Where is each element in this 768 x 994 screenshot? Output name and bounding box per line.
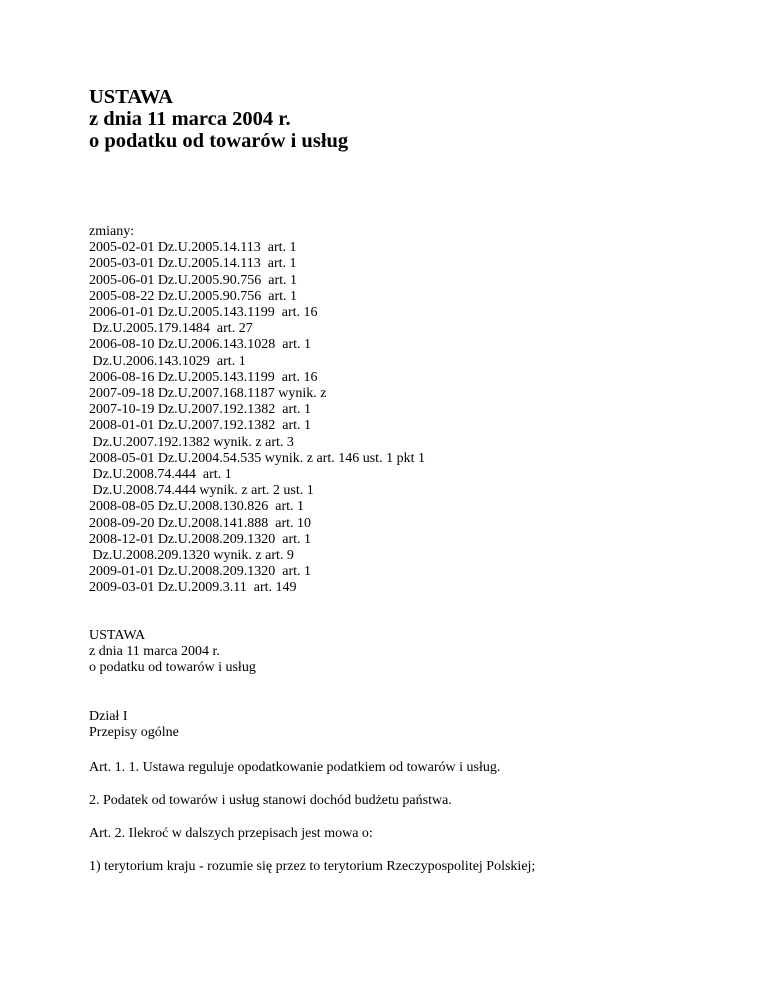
amendment-entry: 2007-10-19 Dz.U.2007.192.1382 art. 1 <box>89 402 312 418</box>
amendment-entry: Dz.U.2007.192.1382 wynik. z art. 3 <box>89 434 294 450</box>
amendment-entry: 2006-08-10 Dz.U.2006.143.1028 art. 1 <box>89 337 312 353</box>
document-heading <box>89 86 709 152</box>
heading-line-subject: o podatku od towarów i usług <box>89 130 349 152</box>
repeat-title-subject: o podatku od towarów i usług <box>89 660 256 676</box>
amendment-entry: Dz.U.2008.209.1320 wynik. z art. 9 <box>89 548 294 564</box>
amendment-entry: 2009-01-01 Dz.U.2008.209.1320 art. 1 <box>89 564 312 580</box>
amendment-entry: Dz.U.2008.74.444 art. 1 <box>89 467 232 483</box>
amendment-entry: 2008-08-05 Dz.U.2008.130.826 art. 1 <box>89 499 305 515</box>
amendment-entry: 2009-03-01 Dz.U.2009.3.11 art. 149 <box>89 580 297 596</box>
division-label: Dział I <box>89 709 128 724</box>
article-2-intro <box>89 826 729 842</box>
amendment-entry: 2008-05-01 Dz.U.2004.54.535 wynik. z art. 146 ust. 1 pkt 1 <box>89 450 425 466</box>
article-1-text: Art. 1. 1. Ustawa reguluje opodatkowanie podatkiem od towarów i usług. <box>89 760 501 775</box>
amendment-entry: Dz.U.2005.179.1484 art. 27 <box>89 321 253 337</box>
amendments-list <box>89 224 729 597</box>
amendment-entry: 2008-12-01 Dz.U.2008.209.1320 art. 1 <box>89 531 312 547</box>
article-2-item-1 <box>89 859 729 875</box>
article-2-text: Art. 2. Ilekroć w dalszych przepisach jest mowa o: <box>89 826 373 841</box>
amendment-entry: 2006-01-01 Dz.U.2005.143.1199 art. 16 <box>89 305 318 321</box>
amendment-entry: 2005-06-01 Dz.U.2005.90.756 art. 1 <box>89 272 298 288</box>
repeat-title-act: USTAWA <box>89 628 146 643</box>
article-1-paragraph-1 <box>89 760 729 776</box>
amendment-entry: 2006-08-16 Dz.U.2005.143.1199 art. 16 <box>89 369 318 385</box>
amendment-entry: Dz.U.2006.143.1029 art. 1 <box>89 353 246 369</box>
amendment-entry: 2007-09-18 Dz.U.2007.168.1187 wynik. z <box>89 386 327 402</box>
amendment-entry: 2008-09-20 Dz.U.2008.141.888 art. 10 <box>89 515 312 531</box>
heading-line-date: z dnia 11 marca 2004 r. <box>89 108 291 130</box>
article-1-paragraph-2 <box>89 793 729 809</box>
article-2-item-1-text: 1) terytorium kraju - rozumie się przez to terytorium Rzeczypospolitej Polskiej; <box>89 859 536 874</box>
amendments-label: zmiany: <box>89 224 135 239</box>
amendment-entry: 2005-08-22 Dz.U.2005.90.756 art. 1 <box>89 288 298 304</box>
heading-line-act: USTAWA <box>89 86 173 108</box>
amendment-entry: 2005-03-01 Dz.U.2005.14.113 art. 1 <box>89 256 297 272</box>
repeat-title-date: z dnia 11 marca 2004 r. <box>89 644 220 660</box>
amendment-entry: 2008-01-01 Dz.U.2007.192.1382 art. 1 <box>89 418 312 434</box>
act-title-repeat <box>89 628 729 677</box>
division-heading <box>89 709 729 741</box>
amendment-entry: Dz.U.2008.74.444 wynik. z art. 2 ust. 1 <box>89 483 314 499</box>
division-name: Przepisy ogólne <box>89 725 179 741</box>
amendment-entry: 2005-02-01 Dz.U.2005.14.113 art. 1 <box>89 240 297 256</box>
article-1-paragraph-2-text: 2. Podatek od towarów i usług stanowi dochód budżetu państwa. <box>89 793 452 808</box>
